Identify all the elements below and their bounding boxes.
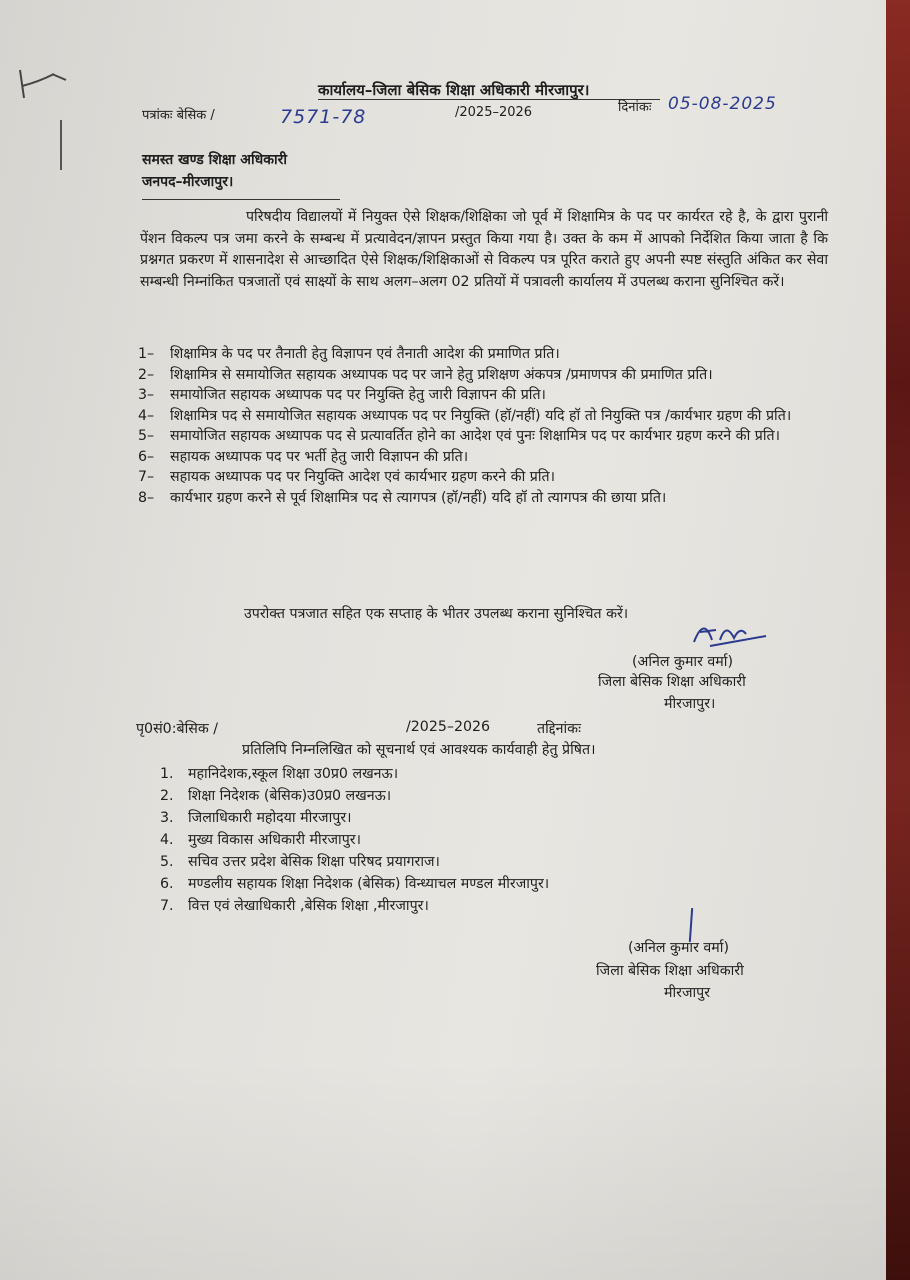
signatory-name: (अनिल कुमार वर्मा) xyxy=(632,654,734,670)
item-text: सहायक अध्यापक पद पर नियुक्ति आदेश एवं कार्यभार ग्रहण करने की प्रति। xyxy=(170,469,555,485)
list-item xyxy=(138,467,828,488)
recipient-text: जिलाधिकारी महोदया मीरजापुर। xyxy=(188,810,352,826)
list-item xyxy=(138,385,828,406)
copy-ref-year: /2025–2026 xyxy=(406,719,491,735)
list-item xyxy=(160,895,549,917)
item-text: शिक्षामित्र से समायोजित सहायक अध्यापक पद पर जाने हेतु प्रशिक्षण अंकपत्र /प्रमाणपत्र की प्रमाणित प्रति। xyxy=(170,366,713,383)
list-item xyxy=(138,426,828,447)
list-item xyxy=(138,406,828,427)
signatory-place: मीरजापुर। xyxy=(664,696,716,712)
ref-year: /2025–2026 xyxy=(455,105,533,120)
document-checklist xyxy=(138,344,828,508)
title-underline xyxy=(318,99,660,100)
list-item xyxy=(160,785,549,807)
copy-recipients-list xyxy=(160,763,549,917)
copy-date-label: तद्दिनांकः xyxy=(537,721,581,737)
item-number: 1– xyxy=(138,346,155,362)
item-text: समायोजित सहायक अध्यापक पद से प्रत्यावर्तित होने का आदेश एवं पुनः शिक्षामित्र पद पर कार्यभार ग्रहण करने की प्रति। xyxy=(170,428,780,444)
item-number: 8– xyxy=(138,489,155,506)
signatory-designation: जिला बेसिक शिक्षा अधिकारी xyxy=(598,674,746,690)
recipient-number: 5. xyxy=(160,854,174,870)
margin-stroke xyxy=(60,120,62,170)
copy-signatory-designation: जिला बेसिक शिक्षा अधिकारी xyxy=(596,963,744,979)
recipient-text: वित्त एवं लेखाधिकारी ,बेसिक शिक्षा ,मीरजापुर। xyxy=(188,898,429,914)
ref-label: पत्रांकः बेसिक / xyxy=(142,108,215,123)
signature-stroke xyxy=(689,908,693,942)
recipient-number: 2. xyxy=(160,788,174,804)
date-handwritten: 05-08-2025 xyxy=(668,94,777,114)
recipient-text: मुख्य विकास अधिकारी मीरजापुर। xyxy=(188,832,361,848)
list-item xyxy=(160,851,549,873)
recipient-text: महानिदेशक,स्कूल शिक्षा उ0प्र0 लखनऊ। xyxy=(188,766,399,782)
copy-signatory-name: (अनिल कुमार वर्मा) xyxy=(628,940,730,956)
signature-scribble xyxy=(690,612,770,648)
letter-body xyxy=(140,207,828,293)
list-item xyxy=(160,829,549,851)
recipient-number: 3. xyxy=(160,810,174,826)
recipient-text: शिक्षा निदेशक (बेसिक)उ0प्र0 लखनऊ। xyxy=(188,788,392,804)
list-item xyxy=(138,447,828,468)
list-item xyxy=(160,873,549,895)
recipient-text: सचिव उत्तर प्रदेश बेसिक शिक्षा परिषद प्रयागराज। xyxy=(188,854,440,870)
item-number: 3– xyxy=(138,387,155,403)
recipient-number: 7. xyxy=(160,898,174,914)
item-text: समायोजित सहायक अध्यापक पद पर नियुक्ति हेतु जारी विज्ञापन की प्रति। xyxy=(170,387,546,403)
list-item xyxy=(160,763,549,785)
list-item xyxy=(138,365,828,386)
list-item xyxy=(160,807,549,829)
list-item xyxy=(138,488,828,509)
recipient-number: 4. xyxy=(160,832,174,848)
item-number: 5– xyxy=(138,428,155,444)
page-shadow xyxy=(0,1060,886,1280)
item-text: शिक्षामित्र पद से समायोजित सहायक अध्यापक पद पर नियुक्ति (हॉ/नहीं) यदि हॉ तो नियुक्ति पत्र /कार्यभार ग्रहण की प्रति। xyxy=(170,407,792,424)
addressee-line-1: समस्त खण्ड शिक्षा अधिकारी xyxy=(142,152,287,168)
item-number: 7– xyxy=(138,469,155,485)
recipient-number: 6. xyxy=(160,876,174,892)
item-number: 2– xyxy=(138,366,155,383)
copy-signatory-place: मीरजापुर xyxy=(664,985,711,1001)
item-text: सहायक अध्यापक पद पर भर्ती हेतु जारी विज्ञापन की प्रति। xyxy=(170,448,469,465)
copy-intro: प्रतिलिपि निम्नलिखित को सूचनार्थ एवं आवश्यक कार्यवाही हेतु प्रेषित। xyxy=(242,742,596,758)
item-number: 6– xyxy=(138,448,155,465)
item-number: 4– xyxy=(138,407,155,424)
copy-ref-label: पृ0सं0:बेसिक / xyxy=(136,721,219,737)
item-text: शिक्षामित्र के पद पर तैनाती हेतु विज्ञापन एवं तैनाती आदेश की प्रमाणित प्रति। xyxy=(170,346,560,362)
list-item xyxy=(138,344,828,365)
recipient-text: मण्डलीय सहायक शिक्षा निदेशक (बेसिक) विन्ध्याचल मण्डल मीरजापुर। xyxy=(188,876,550,892)
item-text: कार्यभार ग्रहण करने से पूर्व शिक्षामित्र पद से त्यागपत्र (हॉ/नहीं) यदि हॉ तो त्यागपत्र की छाया प्रति। xyxy=(170,489,667,506)
date-label: दिनांकः xyxy=(618,100,652,115)
ref-number-handwritten: 7571-78 xyxy=(280,106,367,128)
margin-handwritten-mark xyxy=(14,60,74,120)
addressee-line-2: जनपद–मीरजापुर। xyxy=(142,174,234,190)
addressee-underline xyxy=(142,199,340,200)
closing-line: उपरोक्त पत्रजात सहित एक सप्ताह के भीतर उपलब्ध कराना सुनिश्चित करें। xyxy=(244,606,629,622)
office-title: कार्यालय–जिला बेसिक शिक्षा अधिकारी मीरजापुर। xyxy=(318,81,590,99)
recipient-number: 1. xyxy=(160,766,174,782)
body-paragraph: परिषदीय विद्यालयों में नियुक्त ऐसे शिक्षक/शिक्षिका जो पूर्व में शिक्षामित्र के पद पर कार्यरत रहे है, के द्वारा पुरानी पेंशन विकल्प पत्र जमा करने के सम्बन्ध में प्रत्यावेदन/ज्ञापन प्रस्तुत किया गया है। उक्त के कम में आपको निर्देशित किया जाता है कि प्रश्नगत प्रकरण में शासनादेश से आच्छादित ऐसे शिक्षक/शिक्षिकाओं से विकल्प पत्र पूरित कराते हुए अपनी स्पष्ट संस्तुति अंकित कर सेवा सम्बन्धी निम्नांकित पत्रजातों एवं साक्ष्यों के साथ अलग–अलग 02 प्रतियों में पत्रावली कार्यालय में उपलब्ध कराना सुनिश्चित करें। xyxy=(140,209,828,290)
